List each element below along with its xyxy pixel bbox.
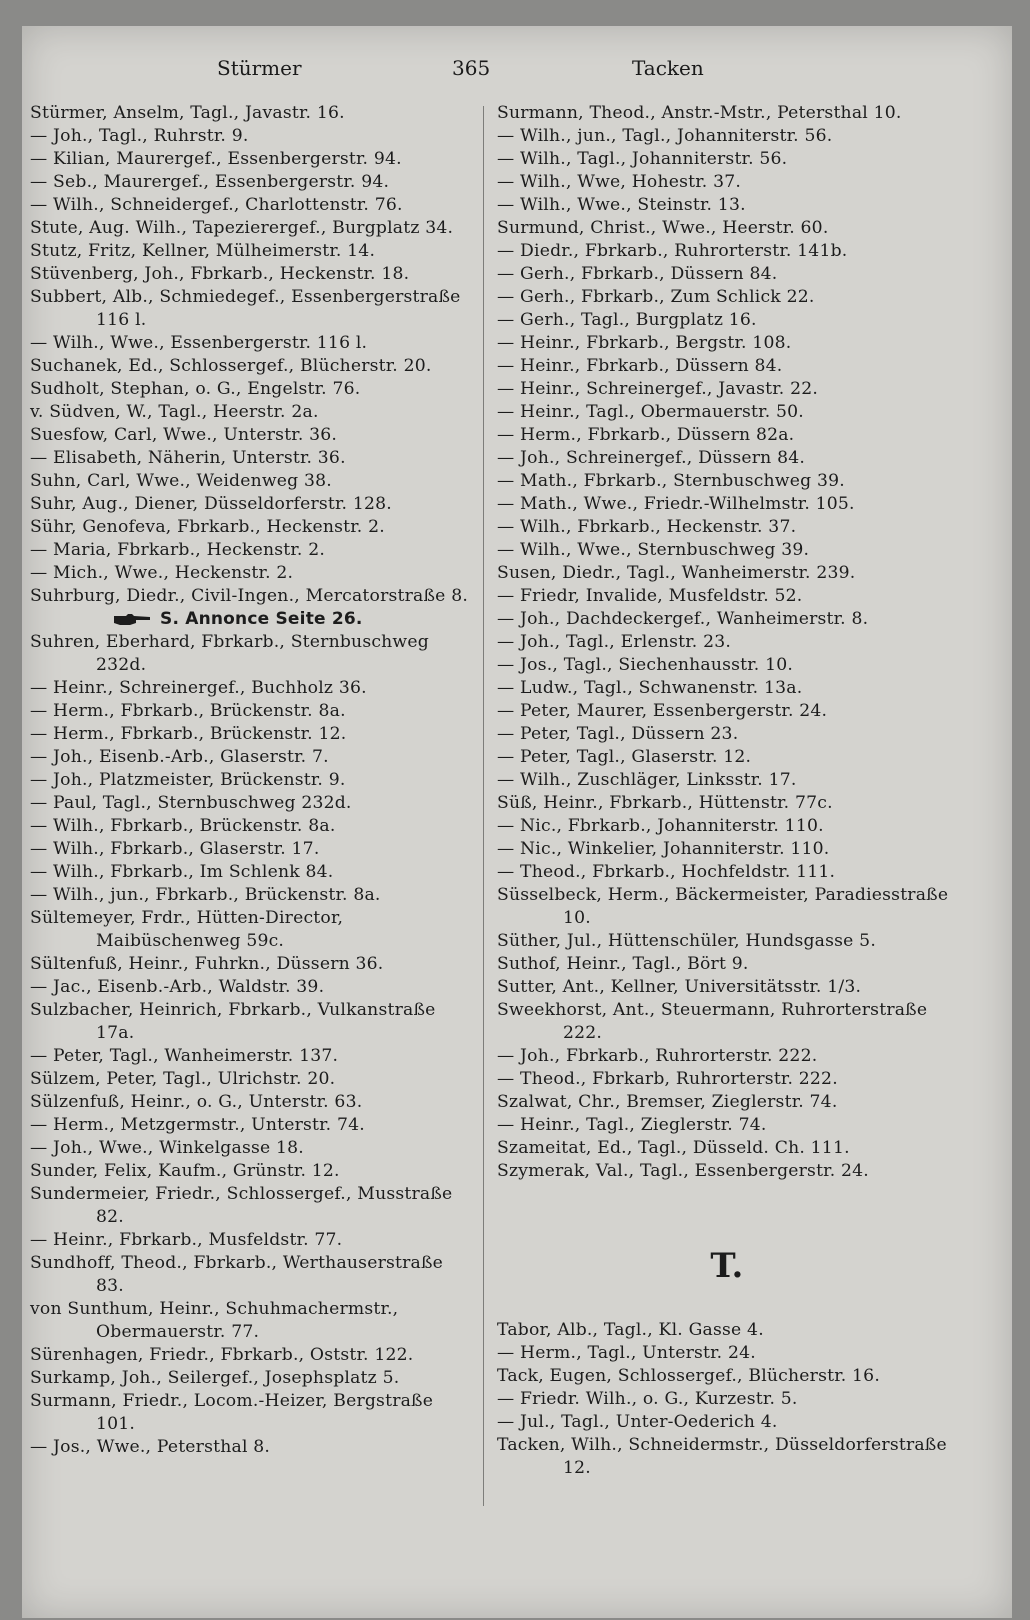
directory-entry: — Jac., Eisenb.-Arb., Waldstr. 39.	[30, 977, 325, 997]
directory-entry: Sürenhagen, Friedr., Fbrkarb., Oststr. 122.	[30, 1345, 414, 1365]
column-divider	[483, 106, 484, 1506]
directory-entry: — Heinr., Fbrkarb., Musfeldstr. 77.	[30, 1230, 343, 1250]
directory-entry: — Heinr., Tagl., Obermauerstr. 50.	[497, 402, 804, 422]
directory-entry: Sunder, Felix, Kaufm., Grünstr. 12.	[30, 1161, 340, 1181]
directory-entry: — Wilh., Wwe., Essenbergerstr. 116 l.	[30, 333, 368, 353]
directory-entry: — Jul., Tagl., Unter-Oederich 4.	[497, 1412, 778, 1432]
directory-entry: — Paul, Tagl., Sternbuschweg 232d.	[30, 793, 352, 813]
directory-entry: — Herm., Metzgermstr., Unterstr. 74.	[30, 1115, 365, 1135]
directory-entry: — Wilh., Fbrkarb., Heckenstr. 37.	[497, 517, 797, 537]
annonce-text: S. Annonce Seite 26.	[160, 609, 363, 629]
directory-entry: Stürmer, Anselm, Tagl., Javastr. 16.	[30, 103, 345, 123]
directory-entry: — Seb., Maurergef., Essenbergerstr. 94.	[30, 172, 390, 192]
directory-entry: — Joh., Wwe., Winkelgasse 18.	[30, 1138, 304, 1158]
directory-entry: Sültemeyer, Frdr., Hütten-Director, Maibüschenweg 59c.	[30, 908, 344, 951]
directory-entry: — Nic., Fbrkarb., Johanniterstr. 110.	[497, 816, 824, 836]
directory-entry: — Wilh., Fbrkarb., Brückenstr. 8a.	[30, 816, 336, 836]
directory-entry: Sudholt, Stephan, o. G., Engelstr. 76.	[30, 379, 361, 399]
directory-entry: — Gerh., Fbrkarb., Düssern 84.	[497, 264, 778, 284]
directory-entry: — Joh., Eisenb.-Arb., Glaserstr. 7.	[30, 747, 329, 767]
directory-entry: — Heinr., Schreinergef., Javastr. 22.	[497, 379, 819, 399]
directory-entry: — Jos., Tagl., Siechenhausstr. 10.	[497, 655, 794, 675]
right-column	[497, 102, 957, 1480]
directory-entry: v. Südven, W., Tagl., Heerstr. 2a.	[30, 402, 319, 422]
directory-entry: — Maria, Fbrkarb., Heckenstr. 2.	[30, 540, 326, 560]
directory-entry: Szalwat, Chr., Bremser, Zieglerstr. 74.	[497, 1092, 838, 1112]
directory-entry: — Wilh., Wwe, Hohestr. 37.	[497, 172, 742, 192]
directory-page	[22, 26, 1012, 1618]
directory-entry: — Theod., Fbrkarb, Ruhrorterstr. 222.	[497, 1069, 838, 1089]
directory-entry: — Heinr., Tagl., Zieglerstr. 74.	[497, 1115, 767, 1135]
directory-entry: — Ludw., Tagl., Schwanenstr. 13a.	[497, 678, 803, 698]
directory-entry: — Joh., Platzmeister, Brückenstr. 9.	[30, 770, 346, 790]
directory-entry: Süsselbeck, Herm., Bäckermeister, Paradiesstraße 10.	[497, 885, 949, 928]
directory-entry: Sültenfuß, Heinr., Fuhrkn., Düssern 36.	[30, 954, 384, 974]
directory-entry: — Heinr., Fbrkarb., Bergstr. 108.	[497, 333, 792, 353]
directory-entry: — Wilh., Fbrkarb., Im Schlenk 84.	[30, 862, 334, 882]
directory-entry: von Sunthum, Heinr., Schuhmachermstr., Obermauerstr. 77.	[30, 1299, 399, 1342]
directory-entry: Tack, Eugen, Schlossergef., Blücherstr. 16.	[497, 1366, 880, 1386]
directory-entry: Stutz, Fritz, Kellner, Mülheimerstr. 14.	[30, 241, 376, 261]
directory-entry: Sutter, Ant., Kellner, Universitätsstr. 1/3.	[497, 977, 862, 997]
directory-entry: Suchanek, Ed., Schlossergef., Blücherstr. 20.	[30, 356, 432, 376]
directory-entry: — Heinr., Schreinergef., Buchholz 36.	[30, 678, 367, 698]
directory-entry: — Joh., Dachdeckergef., Wanheimerstr. 8.	[497, 609, 869, 629]
header-first-entry: Stürmer	[217, 56, 302, 80]
directory-entry: Sundhoff, Theod., Fbrkarb., Werthauserstraße 83.	[30, 1253, 444, 1296]
directory-entry: — Joh., Tagl., Erlenstr. 23.	[497, 632, 732, 652]
directory-entry: — Mich., Wwe., Heckenstr. 2.	[30, 563, 294, 583]
directory-entry: — Nic., Winkelier, Johanniterstr. 110.	[497, 839, 830, 859]
directory-entry: — Wilh., Wwe., Steinstr. 13.	[497, 195, 746, 215]
directory-entry: Tacken, Wilh., Schneidermstr., Düsseldorferstraße 12.	[497, 1435, 947, 1478]
directory-entry: — Herm., Tagl., Unterstr. 24.	[497, 1343, 756, 1363]
directory-entry: — Wilh., Schneidergef., Charlottenstr. 76.	[30, 195, 403, 215]
directory-entry: Stüvenberg, Joh., Fbrkarb., Heckenstr. 18.	[30, 264, 410, 284]
directory-entry: — Herm., Fbrkarb., Düssern 82a.	[497, 425, 795, 445]
directory-entry: — Math., Fbrkarb., Sternbuschweg 39.	[497, 471, 845, 491]
directory-entry: Szameitat, Ed., Tagl., Düsseld. Ch. 111.	[497, 1138, 850, 1158]
directory-entry: — Gerh., Tagl., Burgplatz 16.	[497, 310, 757, 330]
pointing-hand-icon	[112, 612, 152, 627]
directory-entry: — Heinr., Fbrkarb., Düssern 84.	[497, 356, 783, 376]
directory-entry: Subbert, Alb., Schmiedegef., Essenbergerstraße 116 l.	[30, 287, 461, 330]
directory-entry: Suhrburg, Diedr., Civil-Ingen., Mercatorstraße 8.	[30, 586, 469, 606]
directory-entry: Suhren, Eberhard, Fbrkarb., Sternbuschweg 232d.	[30, 632, 429, 675]
directory-entry: Suhr, Aug., Diener, Düsseldorferstr. 128.	[30, 494, 392, 514]
directory-entry: Süß, Heinr., Fbrkarb., Hüttenstr. 77c.	[497, 793, 833, 813]
directory-entry: Suhn, Carl, Wwe., Weidenweg 38.	[30, 471, 332, 491]
directory-entry: — Herm., Fbrkarb., Brückenstr. 8a.	[30, 701, 346, 721]
directory-entry: — Wilh., Zuschläger, Linksstr. 17.	[497, 770, 797, 790]
directory-entry: Süther, Jul., Hüttenschüler, Hundsgasse 5.	[497, 931, 876, 951]
header-last-entry: Tacken	[632, 56, 704, 80]
directory-entry: Sülzenfuß, Heinr., o. G., Unterstr. 63.	[30, 1092, 363, 1112]
page-number: 365	[452, 56, 491, 80]
directory-entry: — Jos., Wwe., Petersthal 8.	[30, 1437, 271, 1457]
directory-entry: Sülzem, Peter, Tagl., Ulrichstr. 20.	[30, 1069, 336, 1089]
directory-entry: — Math., Wwe., Friedr.-Wilhelmstr. 105.	[497, 494, 855, 514]
directory-entry: — Friedr. Wilh., o. G., Kurzestr. 5.	[497, 1389, 798, 1409]
section-letter-t: T.	[710, 1246, 744, 1286]
directory-entry: — Peter, Tagl., Wanheimerstr. 137.	[30, 1046, 339, 1066]
directory-entry: — Friedr, Invalide, Musfeldstr. 52.	[497, 586, 803, 606]
directory-entry: Surmund, Christ., Wwe., Heerstr. 60.	[497, 218, 829, 238]
directory-entry: Tabor, Alb., Tagl., Kl. Gasse 4.	[497, 1320, 764, 1340]
directory-entry: — Wilh., Wwe., Sternbuschweg 39.	[497, 540, 810, 560]
directory-entry: Surmann, Friedr., Locom.-Heizer, Bergstraße 101.	[30, 1391, 434, 1434]
directory-entry: — Joh., Tagl., Ruhrstr. 9.	[30, 126, 249, 146]
left-column	[30, 102, 475, 1459]
directory-entry: Sweekhorst, Ant., Steuermann, Ruhrorterstraße 222.	[497, 1000, 928, 1043]
directory-entry: — Peter, Maurer, Essenbergerstr. 24.	[497, 701, 828, 721]
directory-entry: — Diedr., Fbrkarb., Ruhrorterstr. 141b.	[497, 241, 848, 261]
page-header	[22, 56, 1012, 90]
directory-entry: — Gerh., Fbrkarb., Zum Schlick 22.	[497, 287, 815, 307]
directory-entry: Sulzbacher, Heinrich, Fbrkarb., Vulkanstraße 17a.	[30, 1000, 436, 1043]
directory-entry: — Peter, Tagl., Düssern 23.	[497, 724, 739, 744]
directory-entry: Sundermeier, Friedr., Schlossergef., Musstraße 82.	[30, 1184, 453, 1227]
directory-entry: — Joh., Fbrkarb., Ruhrorterstr. 222.	[497, 1046, 818, 1066]
directory-entry: Susen, Diedr., Tagl., Wanheimerstr. 239.	[497, 563, 856, 583]
directory-entry: Suthof, Heinr., Tagl., Bört 9.	[497, 954, 749, 974]
directory-entry: Surmann, Theod., Anstr.-Mstr., Petersthal 10.	[497, 103, 902, 123]
directory-entry: — Wilh., jun., Tagl., Johanniterstr. 56.	[497, 126, 833, 146]
directory-entry: — Wilh., jun., Fbrkarb., Brückenstr. 8a.	[30, 885, 381, 905]
directory-entry: Sühr, Genofeva, Fbrkarb., Heckenstr. 2.	[30, 517, 385, 537]
directory-entry: Szymerak, Val., Tagl., Essenbergerstr. 24.	[497, 1161, 869, 1181]
directory-entry: — Herm., Fbrkarb., Brückenstr. 12.	[30, 724, 347, 744]
directory-entry: — Wilh., Tagl., Johanniterstr. 56.	[497, 149, 788, 169]
directory-entry: — Wilh., Fbrkarb., Glaserstr. 17.	[30, 839, 320, 859]
directory-entry: — Elisabeth, Näherin, Unterstr. 36.	[30, 448, 346, 468]
directory-entry: — Joh., Schreinergef., Düssern 84.	[497, 448, 806, 468]
directory-entry: — Kilian, Maurergef., Essenbergerstr. 94.	[30, 149, 402, 169]
directory-entry: Stute, Aug. Wilh., Tapezierergef., Burgplatz 34.	[30, 218, 454, 238]
directory-entry: Surkamp, Joh., Seilergef., Josephsplatz 5.	[30, 1368, 400, 1388]
annonce-note	[30, 608, 475, 631]
directory-entry: — Theod., Fbrkarb., Hochfeldstr. 111.	[497, 862, 836, 882]
directory-entry: — Peter, Tagl., Glaserstr. 12.	[497, 747, 752, 767]
directory-entry: Suesfow, Carl, Wwe., Unterstr. 36.	[30, 425, 338, 445]
